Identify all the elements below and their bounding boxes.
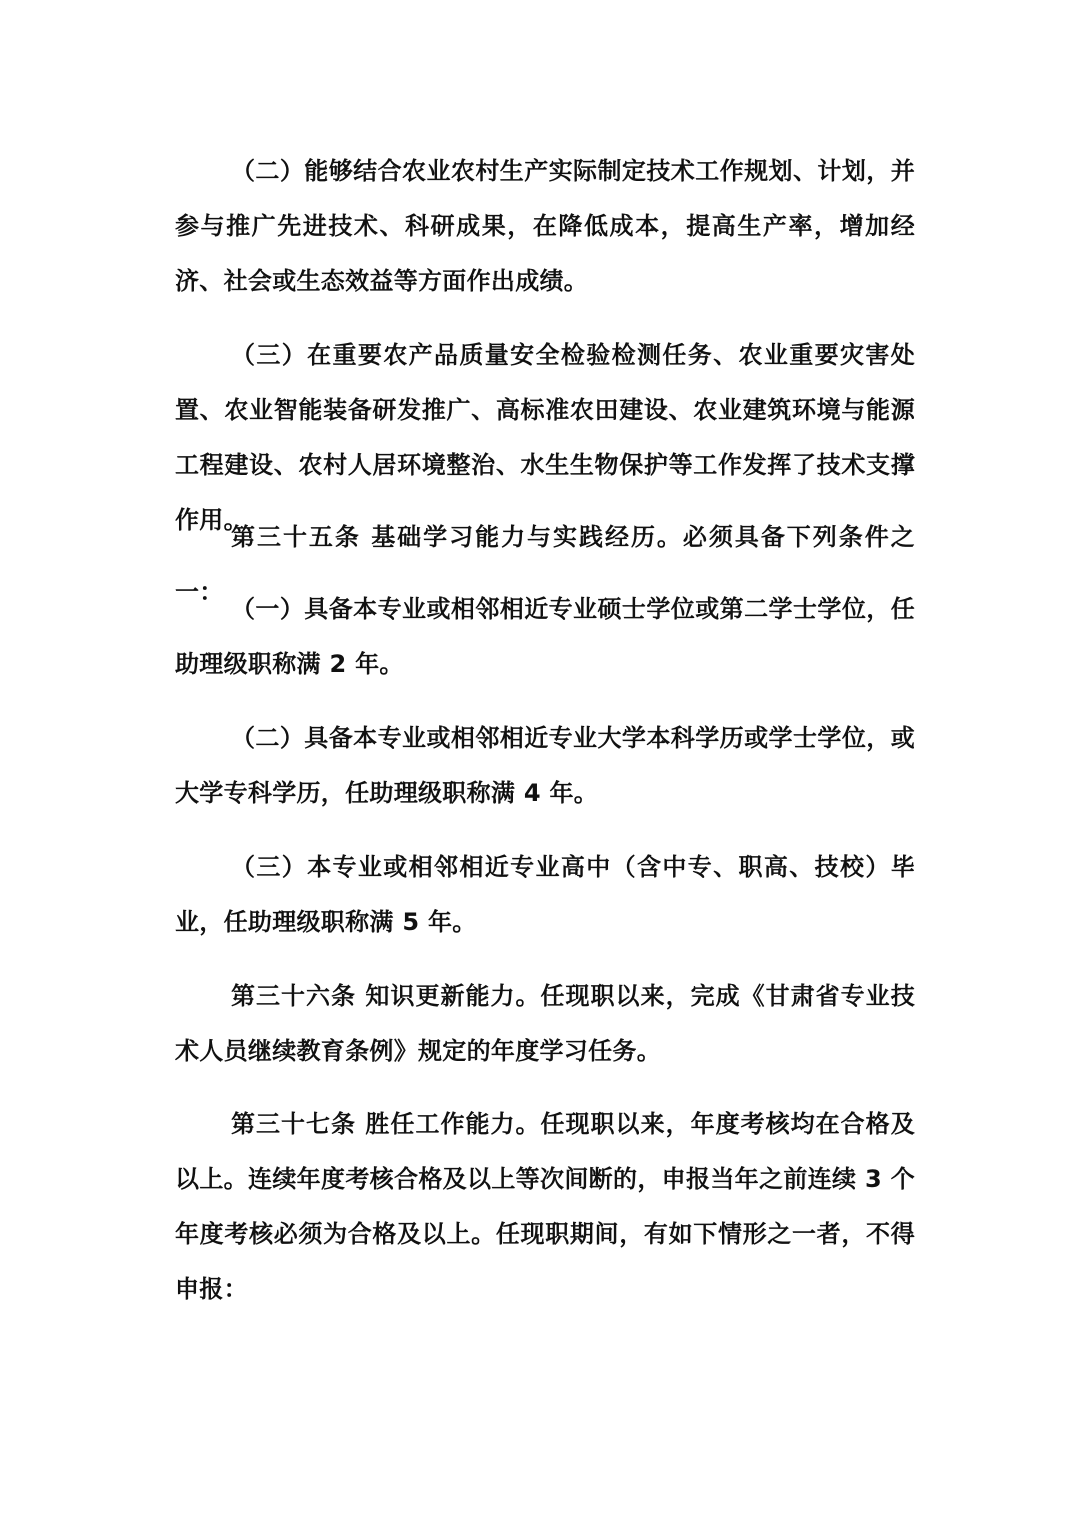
article-36: 第三十六条 知识更新能力。任现职以来，完成《甘肃省专业技术人员继续教育条例》规定的年度学习任务。 bbox=[175, 982, 915, 1065]
article-35-item-1: （一）具备本专业或相邻相近专业硕士学位或第二学士学位，任助理级职称满 2 年。 bbox=[175, 595, 915, 678]
article-35-item-2: （二）具备本专业或相邻相近专业大学本科学历或学士学位，或大学专科学历，任助理级职称满 4 年。 bbox=[175, 724, 915, 807]
article-35-item-3: （三）本专业或相邻相近专业高中（含中专、职高、技校）毕业，任助理级职称满 5 年。 bbox=[175, 853, 915, 936]
paragraph-item-3: （三）在重要农产品质量安全检验检测任务、农业重要灾害处置、农业智能装备研发推广、高标准农田建设、农业建筑环境与能源工程建设、农村人居环境整治、水生生物保护等工作发挥了技术支撑作用。 bbox=[175, 341, 915, 534]
article-35-heading: 第三十五条 基础学习能力与实践经历。必须具备下列条件之一： bbox=[175, 523, 915, 606]
paragraph-item-2: （二）能够结合农业农村生产实际制定技术工作规划、计划，并参与推广先进技术、科研成果，在降低成本，提高生产率，增加经济、社会或生态效益等方面作出成绩。 bbox=[175, 157, 915, 295]
article-37: 第三十七条 胜任工作能力。任现职以来，年度考核均在合格及以上。连续年度考核合格及以上等次间断的，申报当年之前连续 3 个年度考核必须为合格及以上。任现职期间，有如下情形之一者，不得申报： bbox=[175, 1110, 915, 1303]
